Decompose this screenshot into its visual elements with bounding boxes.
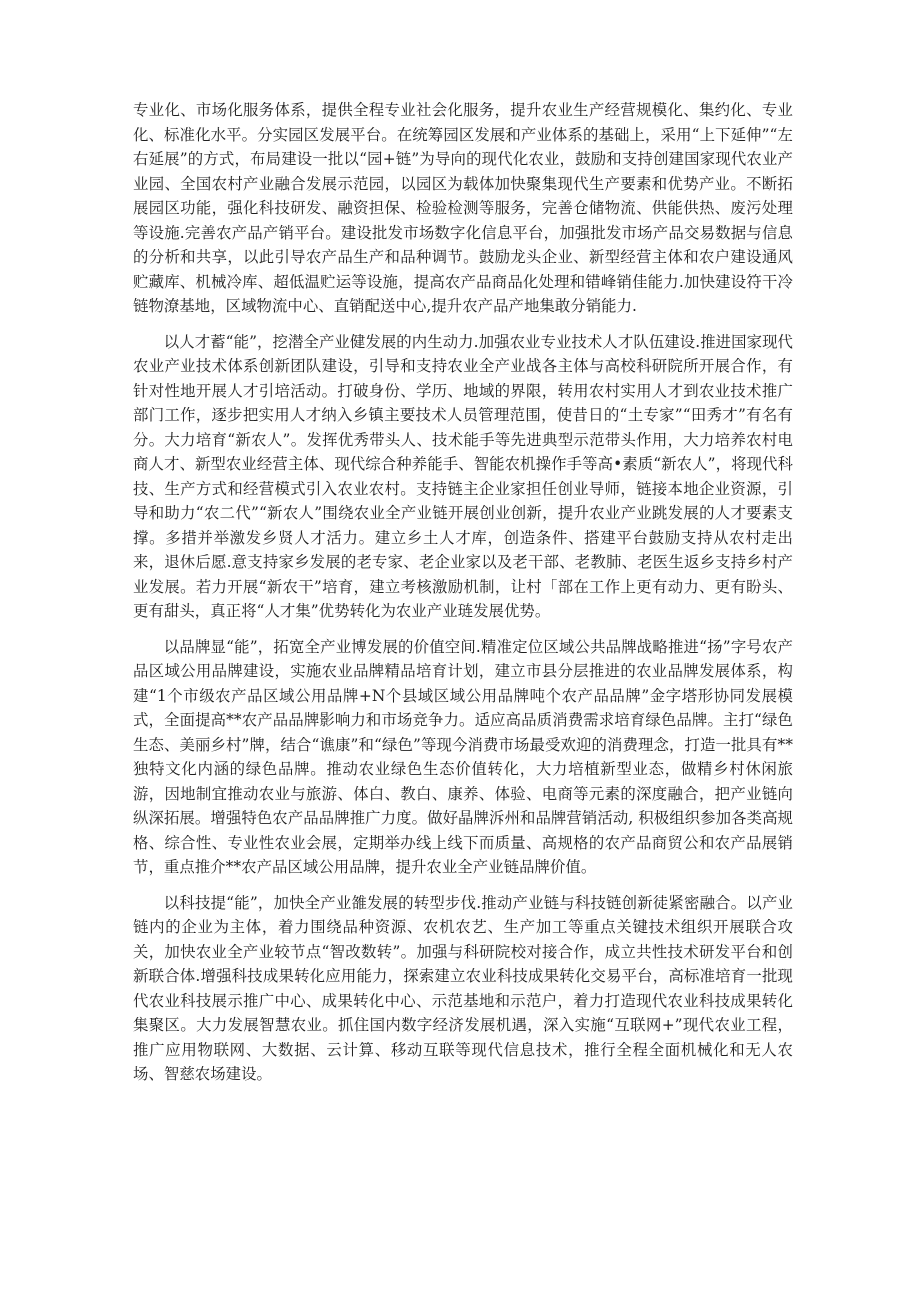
paragraph-service-system: 专业化、市场化服务体系，提供全程专业社会化服务，提升农业生产经营规模化、集约化、专业化、标准化水平。分实园区发展平台。在统筹园区发展和产业体系的基础上，采用“上下延伸”“左右延展”的方式，布局建设一批以“园+链”为导向的现代化农业，鼓励和支持创建国家现代农业产业园、全国农村产业融合发展示范园，以园区为载体加快聚集现代生产要素和优势产业。不断拓展园区功能，强化科技研发、融资担保、检验检测等服务，完善仓储物流、供能供热、废污处理等设施.完善农产品产销平台。建设批发市场数字化信息平台，加强批发市场产品交易数据与信息的分析和共享，以此引导农产品生产和品种调节。鼓励龙头企业、新型经营主体和农户建设通风贮藏库、机械冷库、超低温贮运等设施，提高农产品商品化处理和错峰销佳能力.加快建设符干冷链物潦基地，区域物流中心、直销配送中心,提升农产品产地集敢分销能力. [133, 101, 793, 315]
document-page [133, 98, 793, 1087]
paragraph-gap [133, 880, 793, 891]
paragraph-gap [133, 624, 793, 635]
paragraph-gap [133, 319, 793, 330]
paragraph-technology: 以科技提“能”，加快全产业雒发展的转型步伐.推动产业链与科技链创新徒紧密融合。以产业链内的企业为主体，着力围绕品种资源、农机农艺、生产加工等重点关键技术组织开展联合攻关，加快农业全产业较节点“智改数转”。加强与科研院校对接合作，成立共性技术研发平台和创新联合体.增强科技成果转化应用能力，探索建立农业科技成果转化交易平台，高标准培育一批现代农业科技展示推广中心、成果转化中心、示范基地和示范户，着力打造现代农业科技成果转化集聚区。大力发展智慧农业。抓住国内数字经济发展机遇，深入实施“互联网+”现代农业工程，推广应用物联网、大数据、云计算、移动互联等现代信息技术，推行全程全面机械化和无人农场、智慈农场建设。 [133, 893, 793, 1083]
paragraph-brand: 以品牌显“能”，拓宽全产业博发展的价值空间.精准定位区域公共品牌战略推进“扬”字号农产品区域公用品牌建设，实施农业品牌精品培育计划，建立市县分层推进的农业品牌发展体系，构建“1个市级农产品区域公用品牌+N个县域区域公用品牌吨个农产品品牌”金字塔形协同发展模式，全面提高**农产品品牌影响力和市场竞争力。适应高品质消费需求培育绿色品牌。主打“绿色生态、美丽乡村”牌，结合“谯康”和“绿色”等现今消费市场最受欢迎的消费理念，打造一批具有**独特文化内涵的绿色品牌。推动农业绿色生态价值转化，大力培植新型业态，做精乡村休闲旅游，因地制宜推动农业与旅游、体白、教白、康养、体验、电商等元素的深度融合，把产业链向纵深拓展。增强特色农产品品牌推广力度。做好晶牌泝州和品牌营销活动, 积极组织参加各类高规格、综合性、专业性农业会展，定期举办线上线下而质量、高规格的农产品商贸公和农产品展销节，重点推介**农产品区域公用品牌，提升农业全产业链品牌价值。 [133, 637, 793, 876]
paragraph-talent: 以人才蓄“能”，挖潜全产业健发展的内生动力.加强农业专业技术人才队伍建设.推进国家现代农业产业技术体系创新团队建设，引导和支持农业全产业战各主体与高校科研院所开展合作，有针对性地开展人才引培活动。打破身份、学历、地域的界限，转用农村实用人才到农业技术推广部门工作，逐步把实用人才纳入乡镇主要技术人员管理范围，使昔日的“土专家”“田秀才”有名有分。大力培育“新农人”。发挥优秀带头人、技术能手等先进典型示范带头作用，大力培养农村电商人才、新型农业经营主体、现代综合种养能手、智能农机操作手等高•素质“新农人”，将现代科技、生产方式和经营模式引入农业农村。支持链主企业家担任创业导师，链接本地企业资源，引导和助力“农二代”“新农人”围绕农业全产业链开展创业创新，提升农业产业跳发展的人才要素支撑。多措并举激发乡贤人才活力。建立乡土人才库，创造条件、搭建平台鼓励支持从农村走出来，退休后愿.意支持家乡发展的老专家、老企业家以及老干部、老教肺、老医生返乡支持乡村产业发展。若力开展“新农干”培育，建立考核激励机制，让村「部在工作上更有动力、更有盼头、更有甜头，真正将“人才集”优势转化为农业产业琏发展优势。 [133, 332, 793, 620]
